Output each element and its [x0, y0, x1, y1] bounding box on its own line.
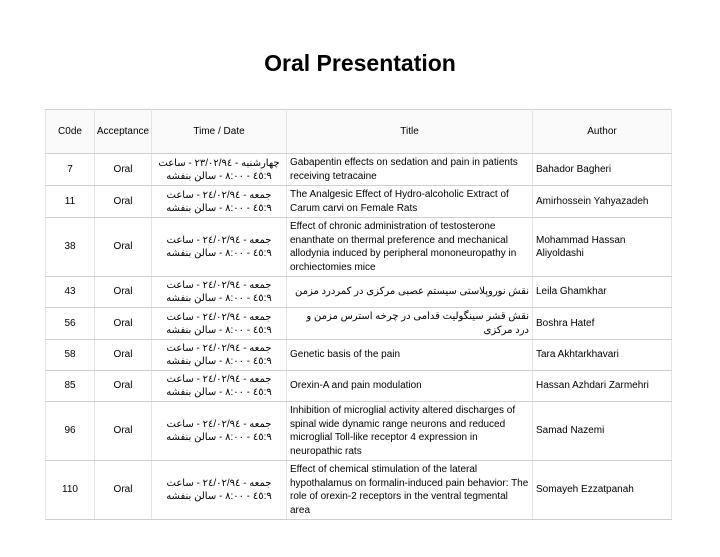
cell-title: نقش نوروپلاستی سیستم عصبی مرکزی در کمردرد مزمن	[287, 277, 533, 308]
cell-time	[152, 340, 287, 371]
time-line-2: ۹:٤٥ - ۸:۰۰ - سالن بنفشه	[166, 248, 272, 259]
cell-acceptance: Oral	[95, 461, 152, 520]
table-row	[46, 218, 672, 277]
cell-code: 85	[46, 371, 95, 402]
table-row	[46, 340, 672, 371]
cell-time	[152, 402, 287, 461]
header-code: C0de	[46, 110, 95, 154]
time-line-1: جمعه - ۲٤/۰۲/۹٤ - ساعت	[166, 343, 272, 354]
time-line-1: جمعه - ۲٤/۰۲/۹٤ - ساعت	[166, 189, 272, 201]
cell-time	[152, 461, 287, 520]
cell-code: 56	[46, 308, 95, 340]
cell-code: 58	[46, 340, 95, 371]
cell-title: Inhibition of microglial activity altered discharges of spinal wide dynamic range neurons and reduced microglial Toll-like receptor 4 expression in neuropathic rats	[287, 402, 533, 461]
time-line-2: ۹:٤٥ - ۸:۰۰ - سالن بنفشه	[166, 324, 272, 336]
time-line-2: ۹:٤٥ - ۸:۰۰ - سالن بنفشه	[166, 387, 272, 398]
cell-author: Samad Nazemi	[533, 402, 672, 461]
cell-acceptance: Oral	[95, 402, 152, 461]
time-line-1: جمعه - ۲٤/۰۲/۹٤ - ساعت	[166, 235, 272, 246]
cell-code: 96	[46, 402, 95, 461]
time-line-1: جمعه - ۲٤/۰۲/۹٤ - ساعت	[166, 478, 272, 489]
cell-author: Mohammad Hassan Aliyoldashi	[533, 218, 672, 277]
cell-code: 11	[46, 186, 95, 218]
cell-code: 38	[46, 218, 95, 277]
cell-title: The Analgesic Effect of Hydro-alcoholic Extract of Carum carvi on Female Rats	[287, 186, 533, 218]
table-row	[46, 308, 672, 340]
header-time-date: Time / Date	[152, 110, 287, 154]
table-row	[46, 371, 672, 402]
presentation-table	[45, 109, 672, 520]
cell-title: Orexin-A and pain modulation	[287, 371, 533, 402]
cell-acceptance: Oral	[95, 308, 152, 340]
cell-time	[152, 277, 287, 308]
table-row	[46, 186, 672, 218]
cell-title: Effect of chronic administration of testosterone enanthate on thermal preference and mechanical allodynia induced by peripheral mononeuropathy in orchiectomies mice	[287, 218, 533, 277]
cell-author: Tara Akhtarkhavari	[533, 340, 672, 371]
header-author: Author	[533, 110, 672, 154]
cell-time	[152, 218, 287, 277]
time-line-2: ۹:٤٥ - ۸:۰۰ - سالن بنفشه	[166, 293, 272, 304]
cell-title: نقش قشر سینگولیت قدامی در چرخه استرس مزمن و درد مرکزی	[287, 308, 533, 340]
cell-acceptance: Oral	[95, 340, 152, 371]
page-title: Oral Presentation	[264, 50, 456, 76]
time-line-2: ۹:٤٥ - ۸:۰۰ - سالن بنفشه	[166, 202, 272, 214]
cell-time	[152, 371, 287, 402]
cell-time	[152, 154, 287, 186]
cell-author: Somayeh Ezzatpanah	[533, 461, 672, 520]
cell-acceptance: Oral	[95, 218, 152, 277]
table-row	[46, 402, 672, 461]
time-line-1: جمعه - ۲٤/۰۲/۹٤ - ساعت	[166, 419, 272, 430]
cell-acceptance: Oral	[95, 154, 152, 186]
header-title: Title	[287, 110, 533, 154]
time-line-1: جمعه - ۲٤/۰۲/۹٤ - ساعت	[166, 280, 272, 291]
cell-author: Amirhossein Yahyazadeh	[533, 186, 672, 218]
cell-author: Bahador Bagheri	[533, 154, 672, 186]
cell-title: Gabapentin effects on sedation and pain in patients receiving tetracaine	[287, 154, 533, 186]
cell-code: 110	[46, 461, 95, 520]
cell-author: Leila Ghamkhar	[533, 277, 672, 308]
cell-title: Effect of chemical stimulation of the lateral hypothalamus on formalin-induced pain behavior: The role of orexin-2 receptors in the ventral tegmental area	[287, 461, 533, 520]
table-row	[46, 277, 672, 308]
cell-time	[152, 308, 287, 340]
cell-title: Genetic basis of the pain	[287, 340, 533, 371]
time-line-2: ۹:٤٥ - ۸:۰۰ - سالن بنفشه	[166, 491, 272, 502]
cell-acceptance: Oral	[95, 186, 152, 218]
time-line-1: جمعه - ۲٤/۰۲/۹٤ - ساعت	[166, 374, 272, 385]
time-line-2: ۹:٤٥ - ۸:۰۰ - سالن بنفشه	[166, 356, 272, 367]
time-line-1: جمعه - ۲٤/۰۲/۹٤ - ساعت	[166, 311, 272, 323]
time-line-2: ۹:٤٥ - ۸:۰۰ - سالن بنفشه	[166, 432, 272, 443]
header-acceptance: Acceptance	[95, 110, 152, 154]
table-row	[46, 154, 672, 186]
table-row	[46, 461, 672, 520]
cell-author: Hassan Azhdari Zarmehri	[533, 371, 672, 402]
cell-acceptance: Oral	[95, 371, 152, 402]
cell-author: Boshra Hatef	[533, 308, 672, 340]
cell-time	[152, 186, 287, 218]
time-line-1: چهارشنبه - ۲۳/۰۲/۹٤ - ساعت	[158, 157, 280, 169]
cell-code: 7	[46, 154, 95, 186]
cell-acceptance: Oral	[95, 277, 152, 308]
table-header-row	[46, 110, 672, 154]
cell-code: 43	[46, 277, 95, 308]
time-line-2: ۹:٤٥ - ۸:۰۰ - سالن بنفشه	[166, 170, 272, 182]
